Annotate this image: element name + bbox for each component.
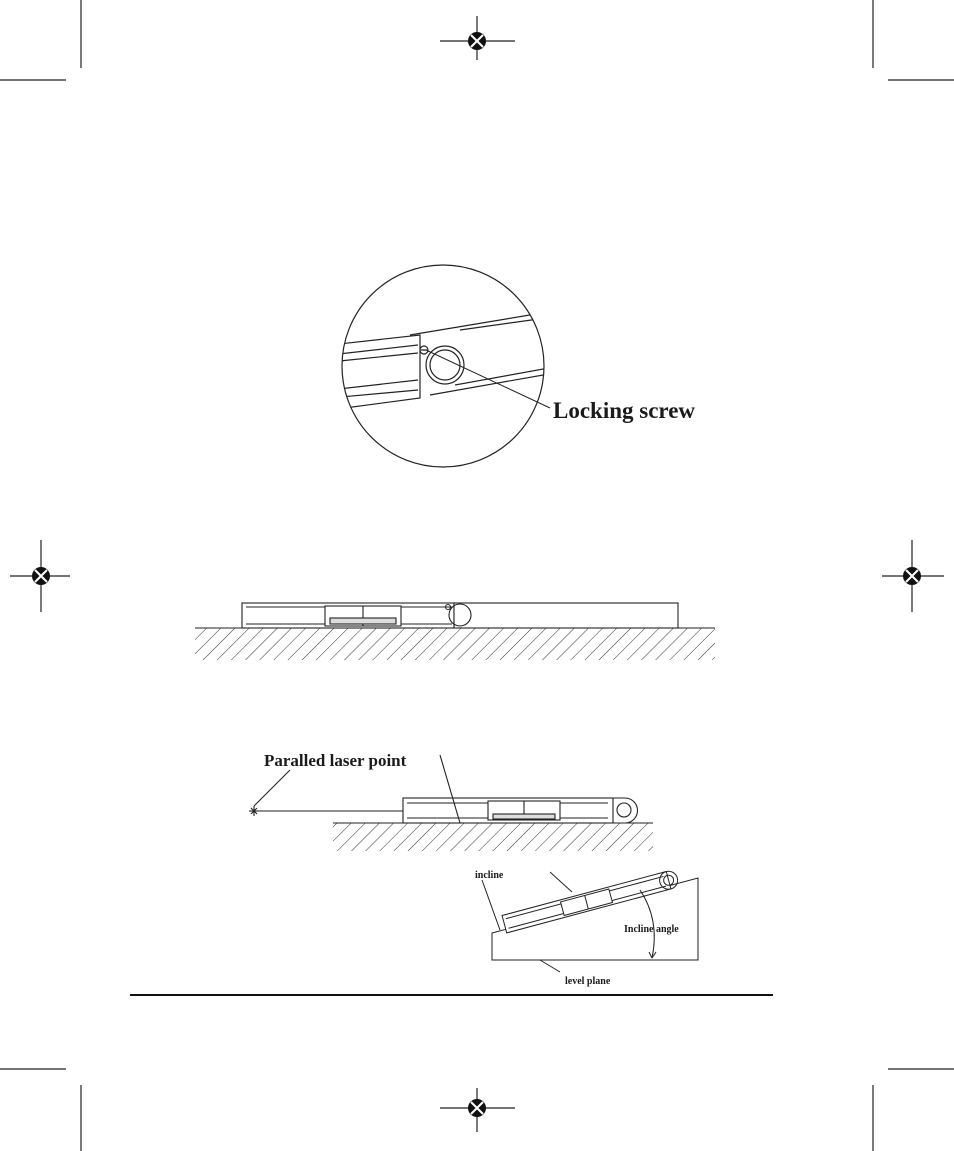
level-plane-label: level plane xyxy=(565,976,611,987)
registration-mark-bottom xyxy=(440,1088,515,1132)
registration-mark-top xyxy=(440,16,515,60)
incline-figure xyxy=(482,869,698,972)
registration-mark-left xyxy=(10,540,70,612)
registration-mark-right xyxy=(882,540,944,612)
flat-surface-figure xyxy=(195,603,715,660)
incline-angle-label: Incline angle xyxy=(624,924,679,935)
locking-screw-figure xyxy=(330,265,695,467)
locking-screw-label: Locking screw xyxy=(553,398,696,423)
laser-point-label: Paralled laser point xyxy=(264,751,407,770)
incline-label: incline xyxy=(475,870,504,881)
